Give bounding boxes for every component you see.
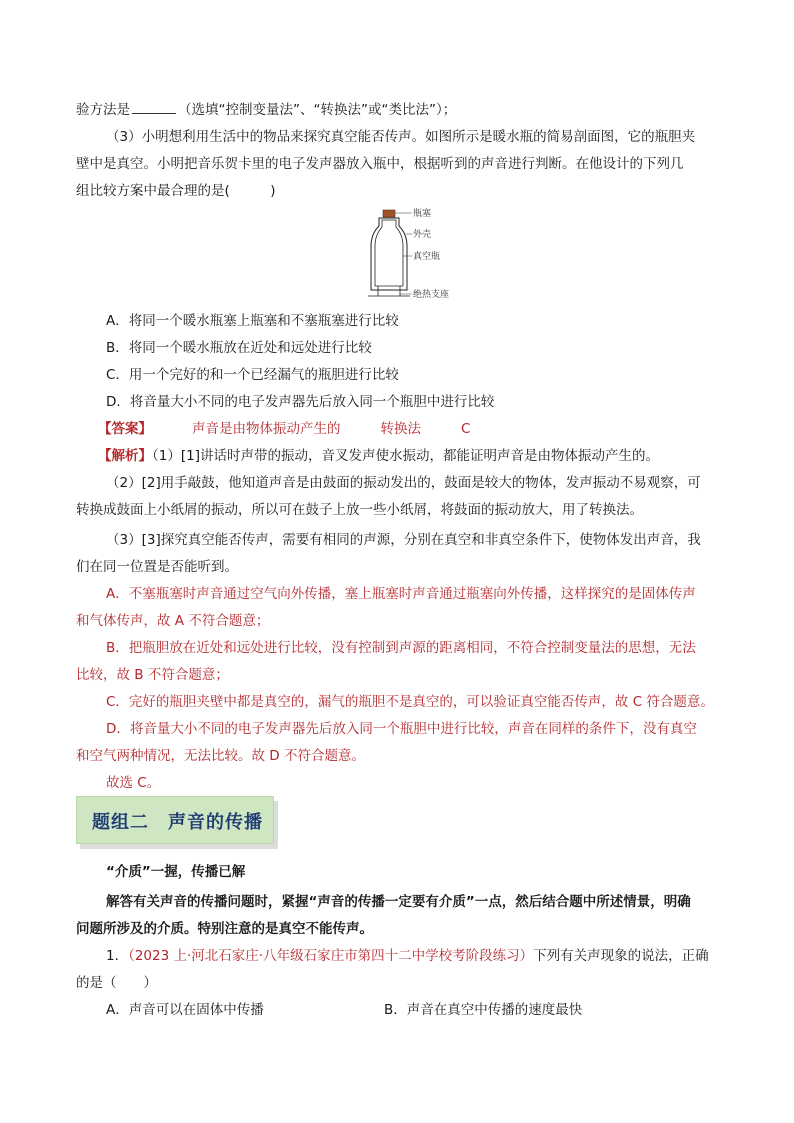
answer-1: 声音是由物体振动产生的: [192, 421, 341, 437]
q1-option-a[interactable]: A．声音可以在固体中传播: [106, 1002, 264, 1018]
label-vacuum-bottle: 真空瓶: [413, 252, 441, 262]
analysis-line-2: （2）[2]用手敲鼓，他知道声音是由鼓面的振动发出的，鼓面是较大的物体，发声振动不易观察，可: [106, 475, 701, 491]
analysis-line-4: （3）[3]探究真空能否传声，需要有相同的声源，分别在真空和非真空条件下，使物体发出声音，我: [106, 532, 701, 548]
q1-source: （2023 上·河北石家庄·八年级石家庄市第四十二中学校考阶段练习）: [128, 948, 534, 964]
prev-question-text-b: （选填“控制变量法”、“转换法”或“类比法”）；: [178, 102, 457, 118]
thermos-diagram: [360, 208, 470, 304]
q1-stem-a: 下列有关声现象的说法，正确: [533, 948, 709, 964]
q3-option-d[interactable]: D．将音量大小不同的电子发声器先后放入同一个瓶胆中进行比较: [106, 394, 495, 410]
analysis-d-2: 和空气两种情况，无法比较。故 D 不符合题意。: [76, 748, 365, 764]
section-title: 题组二 声音的传播: [92, 812, 263, 833]
q3-line-3: 组比较方案中最合理的是( ): [76, 183, 276, 199]
label-shell: 外壳: [413, 230, 432, 240]
q1-line-1: [106, 946, 709, 966]
q3-line-1: （3）小明想利用生活中的物品来探究真空能否传声。如图所示是暖水瓶的简易剖面图，它的瓶胆夹: [106, 129, 696, 145]
answer-line: [98, 419, 470, 439]
analysis-b-2: 比较，故 B 不符合题意；: [76, 667, 229, 683]
analysis-line-3: 转换成鼓面上小纸屑的振动，所以可在鼓子上放一些小纸屑，将鼓面的振动放大，用了转换法。: [76, 502, 643, 518]
answer-3: C: [461, 421, 471, 437]
tip-title: “介质”一握，传播已解: [106, 864, 246, 880]
q3-option-c[interactable]: C．用一个完好的和一个已经漏气的瓶胆进行比较: [106, 367, 399, 383]
analysis-line-5: 们在同一位置是否能听到。: [76, 559, 238, 575]
outer-shell-shape: [371, 218, 407, 290]
analysis-c-1: C．完好的瓶胆夹壁中都是真空的，漏气的瓶胆不是真空的，可以验证真空能否传声，故 C 符合题意。: [106, 694, 714, 710]
answer-label: 【答案】: [98, 421, 152, 437]
q1-line-2: 的是（ ）: [76, 975, 157, 991]
analysis-a-1: A．不塞瓶塞时声音通过空气向外传播，塞上瓶塞时声音通过瓶塞向外传播，这样探究的是固体传声: [106, 586, 696, 602]
q3-option-b[interactable]: B．将同一个暖水瓶放在近处和远处进行比较: [106, 340, 372, 356]
section-banner: [76, 796, 278, 848]
analysis-text-1: （1）[1]讲话时声带的振动，音叉发声使水振动，都能证明声音是由物体振动产生的。: [152, 448, 659, 464]
q1-number: 1．: [106, 948, 129, 964]
q3-option-a[interactable]: A．将同一个暖水瓶塞上瓶塞和不塞瓶塞进行比较: [106, 313, 399, 329]
tip-line-1: 解答有关声音的传播问题时，紧握“声音的传播一定要有介质”一点，然后结合题中所述情景，明确: [106, 894, 691, 910]
analysis-line-1: [98, 446, 659, 466]
analysis-b-1: B．把瓶胆放在近处和远处进行比较，没有控制到声源的距离相同，不符合控制变量法的思想，无法: [106, 640, 696, 656]
answer-2: 转换法: [380, 421, 421, 437]
q1-option-b[interactable]: B．声音在真空中传播的速度最快: [384, 1002, 583, 1018]
tip-line-2: 问题所涉及的介质。特别注意的是真空不能传声。: [76, 921, 373, 937]
analysis-d-1: D．将音量大小不同的电子发声器先后放入同一个瓶胆中进行比较，声音在同样的条件下，没有真空: [106, 721, 697, 737]
label-support: 绝热支座: [413, 290, 450, 300]
prev-question-text-a: 验方法是: [76, 102, 130, 118]
label-stopper: 瓶塞: [413, 209, 432, 219]
stopper-shape: [383, 210, 395, 217]
vacuum-bottle-shape: [375, 220, 403, 286]
analysis-final: 故选 C。: [106, 775, 161, 791]
prev-question-line: [76, 99, 456, 120]
analysis-label: 【解析】: [98, 448, 152, 464]
analysis-a-2: 和气体传声，故 A 不符合题意；: [76, 613, 270, 629]
q3-line-2: 壁中是真空。小明把音乐贺卡里的电子发声器放入瓶中，根据听到的声音进行判断。在他设计的下列几: [76, 156, 684, 172]
answer-blank[interactable]: [132, 99, 176, 114]
